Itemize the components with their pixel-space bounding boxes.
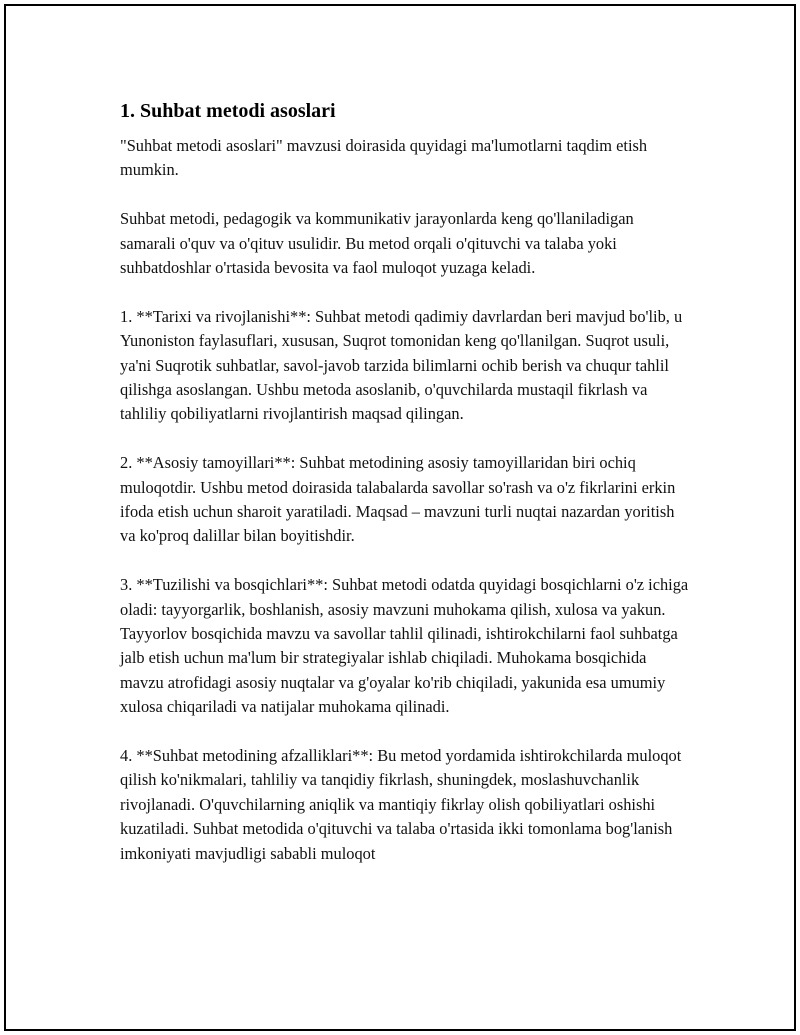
paragraph-definition: Suhbat metodi, pedagogik va kommunikativ jarayonlarda keng qo'llaniladigan samarali o'quv va o'qituv usulidir. Bu metod orqali o'qituvchi va talaba yoki suhbatdoshlar o'rtasida bevosita va faol muloqot yuzaga keladi.: [120, 209, 634, 278]
paragraph-history: 1. **Tarixi va rivojlanishi**: Suhbat metodi qadimiy davrlardan beri mavjud bo'lib, u Yunoniston faylasuflari, xususan, Suqrot tomonidan keng qo'llanilgan. Suqrot usuli, ya'ni Suqrotik suhbatlar, savol-javob tarzida bilimlarni ochib berish va chuqur tahlil qilishga asoslangan. Ushbu metoda asoslanib, o'quvchilarda mustaqil fikrlash va tahliliy qobiliyatlarni rivojlantirish maqsad qilingan.: [120, 306, 683, 424]
paragraph-principles: 2. **Asosiy tamoyillari**: Suhbat metodining asosiy tamoyillaridan biri ochiq muloqotdir. Ushbu metod doirasida talabalarda savollar so'rash va o'z fikrlarini erkin ifoda etish uchun sharoit yaratiladi. Maqsad – mavzuni turli nuqtai nazardan yoritish va ko'proq dalillar bilan boyitishdir.: [120, 453, 676, 546]
paragraph-intro: "Suhbat metodi asoslari" mavzusi doirasida quyidagi ma'lumotlarni taqdim etish mumkin.: [120, 136, 648, 180]
paragraph-advantages: 4. **Suhbat metodining afzalliklari**: Bu metod yordamida ishtirokchilarda muloqot qilish ko'nikmalari, tahliliy va tanqidiy fikrlash, shuningdek, moslashuvchanlik rivojlanadi. O'quvchilarning aniqlik va mantiqiy fikrlay olish qobiliyatlari oshishi kuzatiladi. Suhbat metodida o'qituvchi va talaba o'rtasida ikki tomonlama bog'lanish imkoniyati mavjudligi sababli muloqot: [120, 746, 682, 863]
document-body: [120, 98, 690, 891]
section-heading: 1. Suhbat metodi asoslari: [120, 100, 336, 122]
paragraph-structure: 3. **Tuzilishi va bosqichlari**: Suhbat metodi odatda quyidagi bosqichlarni o'z ichiga oladi: tayyorgarlik, boshlanish, asosiy mavzuni muhokama qilish, xulosa va yakun. Tayyorlov bosqichida mavzu va savollar tahlil qilinadi, ishtirokchilarni faol suhbatga jalb etish uchun ma'lum bir strategiyalar ishlab chiqiladi. Muhokama bosqichida mavzu atrofidagi asosiy nuqtalar va g'oyalar ko'rib chiqiladi, yakunida esa umumiy xulosa chiqariladi va natijalar muhokama qilinadi.: [120, 575, 689, 717]
page-frame: [4, 4, 796, 1031]
